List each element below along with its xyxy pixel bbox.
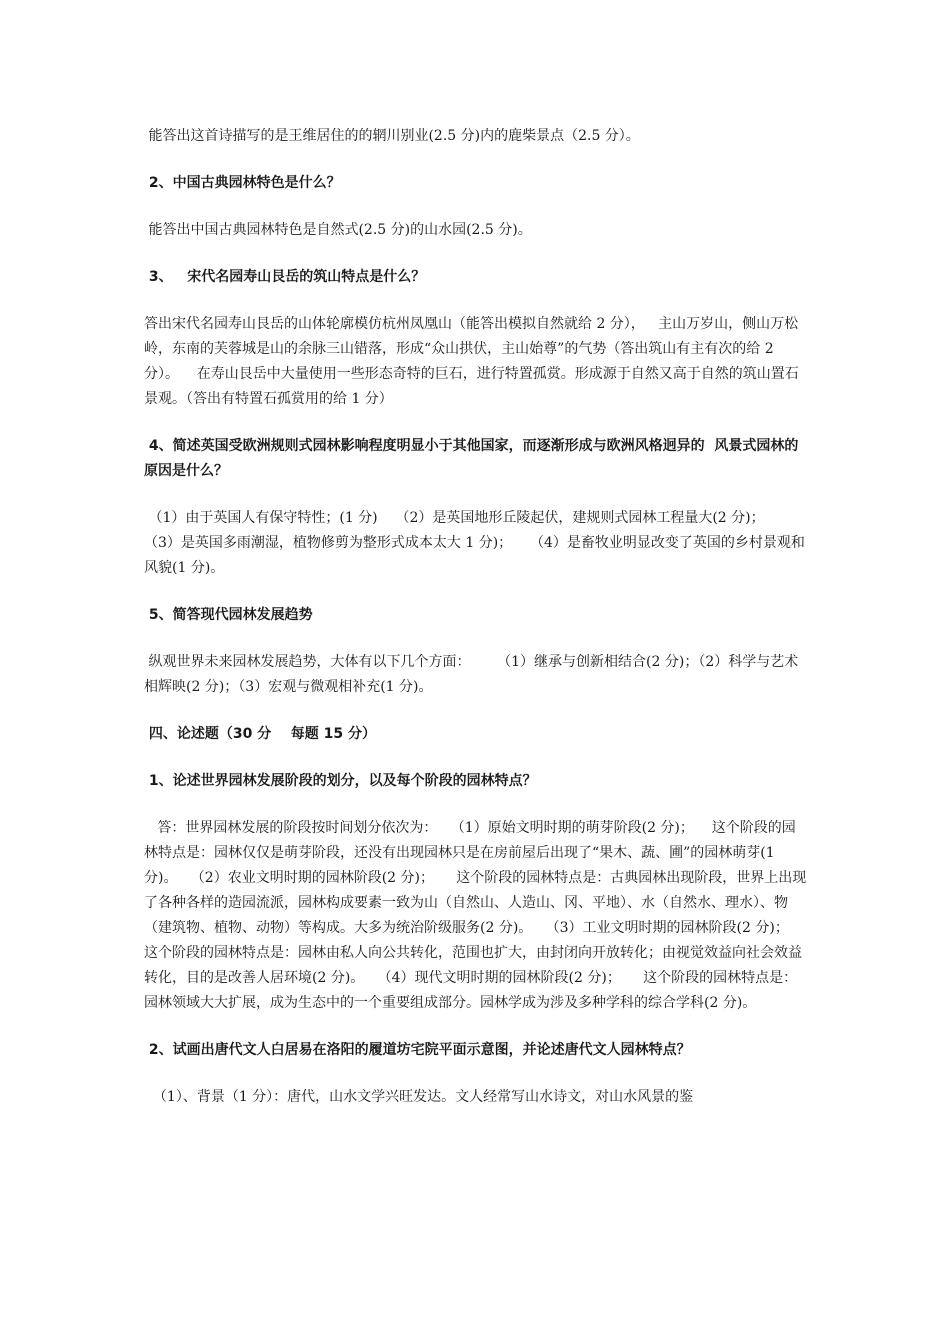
answer-1-tail: 能答出这首诗描写的是王维居住的的辋川别业(2.5 分)内的鹿柴景点（2.5 分）。 <box>144 128 640 144</box>
essay-question-1: 1、论述世界园林发展阶段的划分，以及每个阶段的园林特点？ <box>144 773 537 789</box>
section-4-heading: 四、论述题（30 分 每题 15 分） <box>144 726 376 742</box>
question-4: 4、简述英国受欧洲规则式园林影响程度明显小于其他国家，而逐渐形成与欧洲风格迥异的 风景式园林的原因是什么？ <box>144 438 799 479</box>
answer-2: 能答出中国古典园林特色是自然式(2.5 分)的山水园(2.5 分)。 <box>144 222 532 238</box>
essay-answer-2: （1）、背景（1 分）：唐代，山水文学兴旺发达。文人经常写山水诗文，对山水风景的鉴 <box>144 1089 694 1105</box>
answer-4: （1）由于英国人有保守特性；(1 分) （2）是英国地形丘陵起伏，建规则式园林工程量大(2 分)； （3）是英国多雨潮湿，植物修剪为整形式成本太大 1 分)； （4）是畜牧业明显改变了英国的乡村景观和风貌(1 分)。 <box>144 510 805 576</box>
answer-5: 纵观世界未来园林发展趋势，大体有以下几个方面： （1）继承与创新相结合(2 分)；（2）科学与艺术相辉映(2 分)；（3）宏观与微观相补充(1 分)。 <box>144 654 799 695</box>
essay-answer-1: 答：世界园林发展的阶段按时间划分依次为： （1）原始文明时期的萌芽阶段(2 分)； 这个阶段的园林特点是：园林仅仅是萌芽阶段，还没有出现园林只是在房前屋后出现了“果木、蔬、圃”的园林萌芽(1 分)。 （2）农业文明时期的园林阶段(2 分)； 这个阶段的园林特点是：古典园林出现阶段，世界上出现了各种各样的造园流派，园林构成要素一致为山（自然山、人造山、冈、平地）、水（自然水、理水）、物（建筑物、植物、动物）等构成。大多为统治阶级服务(2 分)。 （3）工业文明时期的园林阶段(2 分)； 这个阶段的园林特点是：园林由私人向公共转化，范围也扩大，由封闭向开放转化；由视觉效益向社会效益转化，目的是改善人居环境(2 分)。 （4）现代文明时期的园林阶段(2 分)； 这个阶段的园林特点是：园林领域大大扩展，成为生态中的一个重要组成部分。园林学成为涉及多种学科的综合学科(2 分)。 <box>144 820 812 1011</box>
answer-3: 答出宋代名园寿山艮岳的山体轮廓模仿杭州凤凰山（能答出模拟自然就给 2 分）， 主山万岁山，侧山万松岭，东南的芙蓉城是山的余脉三山错落，形成“众山拱伏，主山始尊”的气势（答出筑山有主有次的给 2 分）。 在寿山艮岳中大量使用一些形态奇特的巨石，进行特置孤赏。形成源于自然又高于自然的筑山置石景观。（答出有特置石孤赏用的给 1 分） <box>144 316 799 407</box>
essay-question-2: 2、试画出唐代文人白居易在洛阳的履道坊宅院平面示意图，并论述唐代文人园林特点？ <box>144 1042 691 1058</box>
question-5: 5、简答现代园林发展趋势 <box>144 607 313 623</box>
question-3: 3、 宋代名园寿山艮岳的筑山特点是什么？ <box>144 269 426 285</box>
document-body <box>144 124 812 1110</box>
question-2: 2、中国古典园林特色是什么？ <box>144 175 341 191</box>
